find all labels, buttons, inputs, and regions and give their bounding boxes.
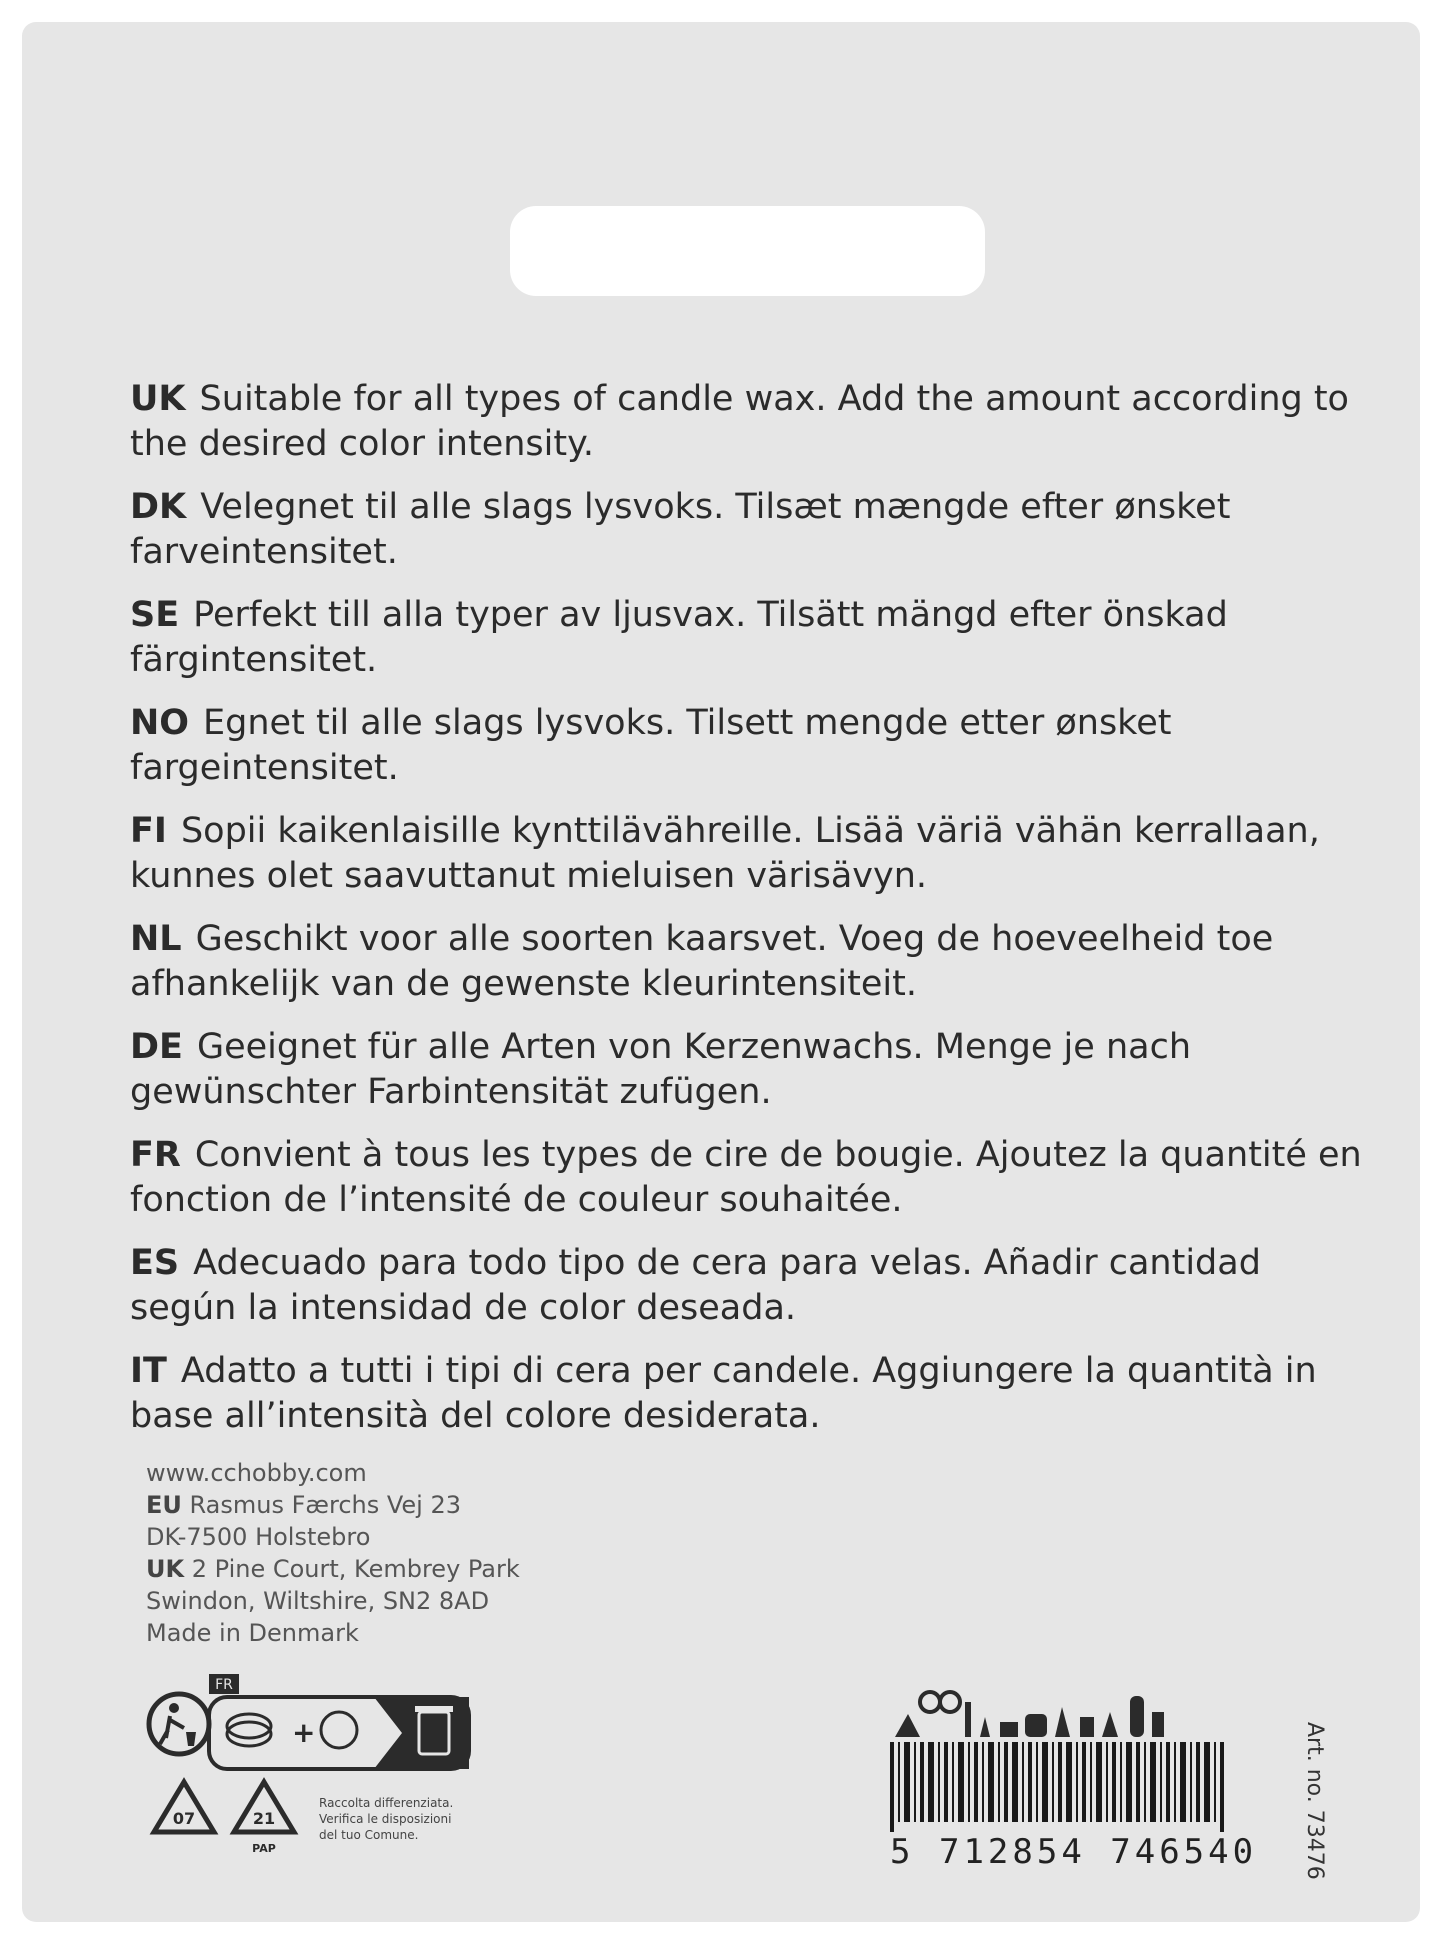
lang-code: SE [130,595,180,635]
lang-text: Geschikt voor alle soorten kaarsvet. Voeg de hoeveelheid toe afhankelijk van de gewenste kleurintensiteit. [130,919,1274,1004]
barcode-lead-digit: 5 [890,1832,915,1872]
lang-text: Velegnet til alle slags lysvoks. Tilsæt mængde efter ønsket farveintensitet. [130,487,1231,572]
uk-address-line1 [146,1553,520,1585]
code-pap: PAP [252,1842,276,1855]
made-in: Made in Denmark [146,1619,359,1647]
website: www.cchobby.com [146,1459,367,1487]
lang-code: FI [130,811,167,851]
barcode-digits: 712854 746540 [938,1832,1258,1872]
fr-label: FR [215,1677,233,1693]
lang-section-uk [130,377,1370,467]
svg-text:+: + [292,1716,316,1749]
lang-text: Egnet til alle slags lysvoks. Tilsett mengde etter ønsket fargeintensitet. [130,703,1172,788]
note-line: Verifica le disposizioni [319,1812,452,1826]
lang-text: Geeignet für alle Arten von Kerzenwachs. Menge je nach gewünschter Farbintensität zufügen. [130,1027,1191,1112]
lang-code: DE [130,1027,183,1067]
lang-section-nl [130,917,1370,1007]
lang-section-fr [130,1133,1370,1223]
barcode-bars [890,1742,1224,1832]
lang-text: Perfekt till alla typer av ljusvax. Tilsätt mängd efter önskad färgintensitet. [130,595,1228,680]
eu-street: Rasmus Færchs Vej 23 [189,1491,462,1519]
packaging-card [22,22,1420,1922]
code-21: 21 [252,1809,276,1828]
company-address [146,1457,520,1649]
lang-section-se [130,593,1370,683]
lang-section-fi [130,809,1370,899]
eu-address-line1 [146,1489,520,1521]
triman-pictogram [209,1674,469,1769]
lang-code: DK [130,487,187,527]
lang-text: Adatto a tutti i tipi di cera per candele. Aggiungere la quantità in base all’intensità del colore desiderata. [130,1351,1317,1436]
lang-code: NL [130,919,182,959]
lang-code: IT [130,1351,167,1391]
uk-label: UK [146,1555,185,1583]
lang-text: Suitable for all types of candle wax. Add the amount according to the desired color intensity. [130,379,1349,464]
lang-code: UK [130,379,186,419]
craft-tools-icon [895,1692,1164,1737]
barcode-area [890,1682,1330,1882]
recycling-info [144,1672,564,1882]
recycling-note [319,1796,453,1842]
eu-address-line2: DK-7500 Holstebro [146,1523,371,1551]
note-line: Raccolta differenziata. [319,1796,454,1810]
lang-section-no [130,701,1370,791]
recycle-code-07-icon [154,1782,214,1832]
lang-code: ES [130,1243,180,1283]
lang-section-dk [130,485,1370,575]
note-line: del tuo Comune. [319,1828,419,1842]
lang-section-es [130,1241,1370,1331]
eu-label: EU [146,1491,182,1519]
code-07: 07 [172,1809,196,1828]
article-number: Art. no. 73476 [1302,1722,1327,1880]
lang-text: Adecuado para todo tipo de cera para velas. Añadir cantidad según la intensidad de color deseada. [130,1243,1261,1328]
barcode-number [890,1832,1257,1872]
lang-text: Convient à tous les types de cire de bougie. Ajoutez la quantité en fonction de l’intensité de couleur souhaitée. [130,1135,1362,1220]
uk-street: 2 Pine Court, Kembrey Park [191,1555,520,1583]
hang-hole [510,206,985,296]
uk-address-line2: Swindon, Wiltshire, SN2 8AD [146,1587,490,1615]
lang-section-de [130,1025,1370,1115]
recycle-code-21-icon [234,1782,294,1855]
lang-code: NO [130,703,190,743]
craft-tools-barcode [890,1682,1270,1832]
tidyman-icon [149,1694,209,1754]
lang-text: Sopii kaikenlaisille kynttilävähreille. Lisää väriä vähän kerrallaan, kunnes olet saavuttanut mieluisen värisävyn. [130,811,1320,896]
instructions-text [130,377,1370,1457]
lang-code: FR [130,1135,181,1175]
lang-section-it [130,1349,1370,1439]
